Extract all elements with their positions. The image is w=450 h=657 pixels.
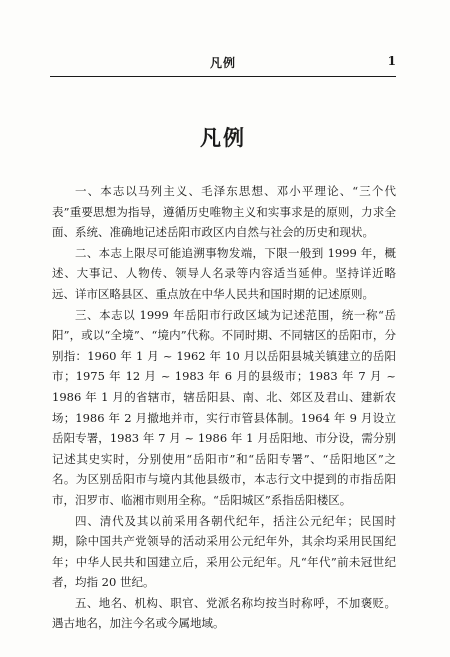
paragraph-4: 四、清代及其以前采用各朝代纪年，括注公元纪年；民国时期，除中国共产党领导的活动采用公元纪年外，其余均采用民国纪年；中华人民共和国建立后，采用公元纪年。凡“年代”前未冠世纪者，均指 20 世纪。 bbox=[52, 513, 396, 590]
body-text bbox=[52, 181, 396, 634]
running-title: 凡例 bbox=[209, 56, 236, 70]
page-number: 1 bbox=[387, 54, 396, 68]
page-title: 凡例 bbox=[200, 125, 246, 150]
paragraph-2: 二、本志上限尽可能追溯事物发端，下限一般到 1999 年，概述、大事记、人物传、领导人名录等内容适当延伸。坚持详近略远、详市区略县区、重点放在中华人民共和国时期的记述原则。 bbox=[52, 245, 396, 301]
header-rule bbox=[50, 76, 396, 77]
paragraph-3: 三、本志以 1999 年岳阳市行政区域为记述范围，统一称“岳阳”，或以“全境”、“境内”代称。不同时期、不同辖区的岳阳市，分别指：1960 年 1 月 ~ 1962 年 10 月以岳阳县城关镇建立的岳阳市；1975 年 12 月 ~ 1983 年 6 月的县级市；1983 年 7 月 ~ 1986 年 1 月的省辖市，辖岳阳县、南、北、郊区及君山、建新农场；1986 年 2 月撤地并市，实行市管县体制。1964 年 9 月设立岳阳专署，1983 年 7 月 ~ 1986 年 1 月岳阳地、市分设，需分别记述其史实时，分别使用“岳阳市”和“岳阳专署”、“岳阳地区”之名。为区别岳阳市与境内其他县级市，本志行文中提到的市指岳阳市，汨罗市、临湘市则用全称。“岳阳城区”系指岳阳楼区。 bbox=[52, 307, 396, 507]
paragraph-1: 一、本志以马列主义、毛泽东思想、邓小平理论、“三个代表”重要思想为指导，遵循历史唯物主义和实事求是的原则，力求全面、系统、准确地记述岳阳市政区内自然与社会的历史和现状。 bbox=[52, 184, 396, 240]
running-head bbox=[50, 54, 396, 76]
paragraph-5: 五、地名、机构、职官、党派名称均按当时称呼，不加褒贬。遇古地名，加注今名或今属地域。 bbox=[52, 595, 396, 631]
